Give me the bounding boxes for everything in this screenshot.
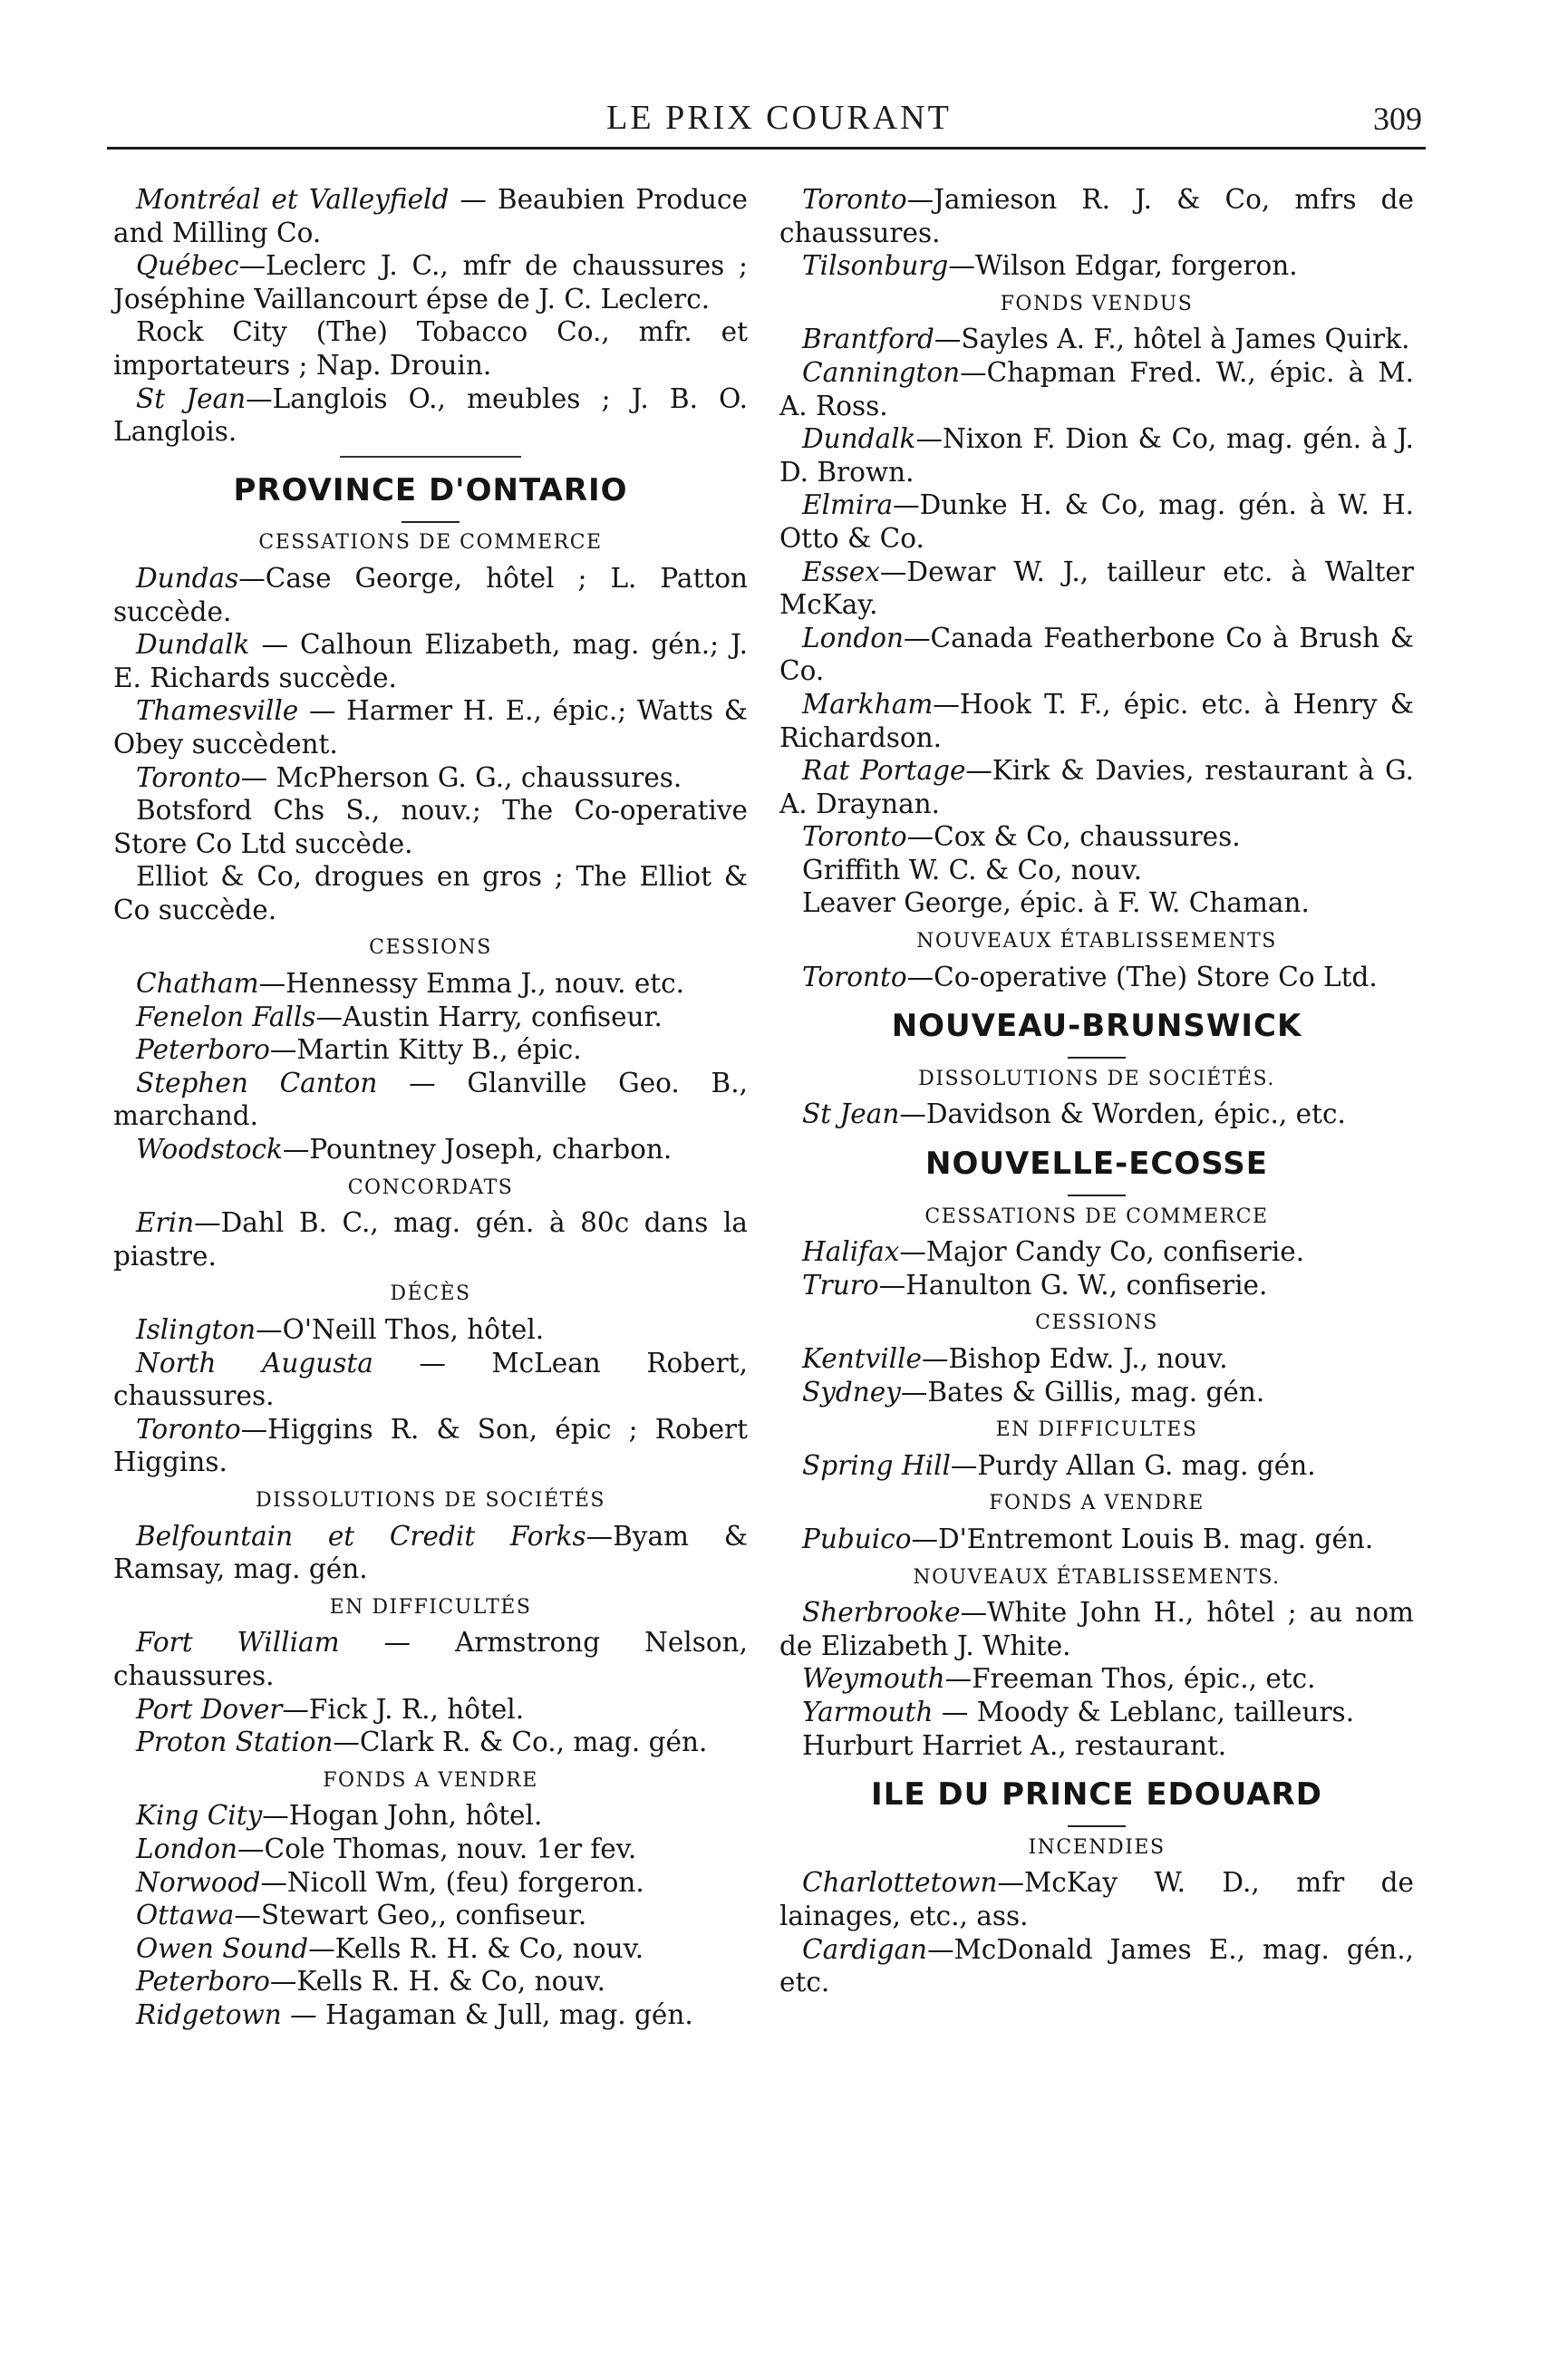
place-name: Truro [802, 1269, 879, 1301]
place-name: Toronto [802, 821, 907, 853]
place-name: Weymouth [802, 1663, 945, 1695]
entry-text: —Bishop Edw. J., nouv. [922, 1343, 1228, 1374]
entry-text: —McKay W. D., mfr de lainages, etc., ass. [779, 1867, 1414, 1931]
place-name: Toronto [136, 1413, 241, 1445]
listing-entry [779, 1596, 1414, 1662]
category-heading: FONDS A VENDRE [323, 1768, 538, 1792]
entry-text: — Beaubien Produce and Milling Co. [113, 184, 748, 248]
entry-text: —Case George, hôtel ; L. Patton succède. [113, 562, 748, 627]
listing-entry [779, 688, 1414, 754]
entry-text: —Purdy Allan G. mag. gén. [950, 1449, 1316, 1481]
entry-text: —Dewar W. J., tailleur etc. à Walter McKay. [779, 556, 1414, 621]
category-heading: CESSIONS [369, 936, 492, 960]
listing-entry [113, 1347, 748, 1413]
entry-text: — McLean Robert, chaussures. [113, 1347, 748, 1412]
place-name: Belfountain et Credit Forks [136, 1520, 586, 1552]
listing-entry [113, 1693, 748, 1727]
province-heading: PROVINCE D'ONTARIO [113, 474, 748, 508]
listing-entry [779, 556, 1414, 622]
entry-text: —Fick J. R., hôtel. [282, 1693, 525, 1725]
place-name: Fenelon Falls [136, 1001, 316, 1032]
entry-text: —D'Entremont Louis B. mag. gén. [911, 1523, 1374, 1554]
listing-entry [113, 1833, 748, 1866]
entry-text: —Dahl B. C., mag. gén. à 80c dans la piastre. [113, 1207, 748, 1272]
place-name: Elmira [802, 489, 894, 521]
listing-entry [113, 1001, 748, 1034]
category-heading: EN DIFFICULTES [995, 1418, 1198, 1442]
place-name: Chatham [136, 968, 259, 1000]
place-name: London [136, 1833, 237, 1864]
listing-entry [113, 794, 748, 860]
place-name: Peterboro [136, 1966, 270, 1998]
listing-entry [113, 1133, 748, 1166]
place-name: Essex [802, 556, 880, 587]
entry-text: —Dunke H. & Co, mag. gén. à W. H. Otto & Co. [779, 489, 1414, 554]
listing-entry [113, 1520, 748, 1586]
right-column [779, 183, 1414, 1999]
left-column [113, 183, 748, 2031]
listing-entry [113, 694, 748, 760]
page-header [0, 98, 1558, 143]
section-divider [340, 456, 521, 458]
listing-entry [779, 622, 1414, 688]
place-name: Ridgetown [136, 1998, 282, 2030]
place-name: Brantford [802, 324, 934, 355]
category-heading: CESSIONS [1035, 1311, 1158, 1335]
entry-text: Leaver George, épic. à F. W. Chaman. [802, 887, 1310, 919]
entry-text: —Higgins R. & Son, épic ; Robert Higgins. [113, 1413, 748, 1478]
listing-entry [113, 1866, 748, 1900]
category-heading: CONCORDATS [347, 1175, 514, 1199]
listing-entry [779, 356, 1414, 422]
category-heading: DÉCÈS [390, 1282, 471, 1306]
entry-text: —Nicoll Wm, (feu) forgeron. [260, 1866, 644, 1898]
category-heading: NOUVEAUX ÉTABLISSEMENTS. [913, 1565, 1281, 1589]
entry-text: — Calhoun Elizabeth, mag. gén.; J. E. Richards succède. [113, 629, 748, 693]
entry-text: —Wilson Edgar, forgeron. [948, 250, 1298, 282]
place-name: Norwood [136, 1866, 261, 1898]
listing-entry [113, 761, 748, 795]
place-name: Stephen Canton [136, 1067, 378, 1098]
entry-text: — Moody & Leblanc, tailleurs. [933, 1696, 1355, 1727]
listing-entry [779, 489, 1414, 555]
entry-text: —Cox & Co, chaussures. [906, 821, 1241, 853]
place-name: Cannington [802, 356, 961, 388]
entry-text: —Kells R. H. & Co, nouv. [308, 1932, 644, 1964]
place-name: Charlottetown [802, 1867, 998, 1899]
place-name: Fort William [136, 1627, 340, 1659]
entry-text: — Hagaman & Jull, mag. gén. [281, 1998, 693, 2030]
place-name: Dundas [136, 562, 239, 594]
category-heading: NOUVEAUX ÉTABLISSEMENTS [916, 930, 1277, 953]
listing-entry [779, 1729, 1414, 1763]
entry-text: —Kirk & Davies, restaurant à G. A. Draynan. [779, 755, 1414, 819]
category-heading: EN DIFFICULTÉS [329, 1595, 532, 1619]
place-name: Erin [136, 1207, 195, 1239]
place-name: Dundalk [802, 423, 916, 455]
entry-text: Botsford Chs S., nouv.; The Co-operative Store Co Ltd succède. [113, 795, 748, 859]
listing-entry [779, 1449, 1414, 1483]
listing-entry [779, 854, 1414, 887]
entry-text: Elliot & Co, drogues en gros ; The Elliot & Co succède. [113, 861, 748, 925]
listing-entry [113, 1965, 748, 1998]
place-name: Markham [802, 688, 934, 720]
place-name: North Augusta [136, 1347, 373, 1379]
entry-text: —Sayles A. F., hôtel à James Quirk. [934, 324, 1410, 355]
listing-entry [113, 1998, 748, 2032]
listing-entry [113, 1033, 748, 1067]
place-name: Islington [136, 1314, 256, 1345]
entry-text: —Jamieson R. J. & Co, mfrs de chaussures. [779, 184, 1414, 248]
entry-text: —Pountney Joseph, charbon. [282, 1134, 673, 1166]
listing-entry [113, 967, 748, 1001]
place-name: Cardigan [802, 1933, 928, 1965]
place-name: Sydney [802, 1376, 901, 1408]
place-name: Proton Station [136, 1727, 334, 1758]
entry-text: — Glanville Geo. B., marchand. [113, 1067, 748, 1132]
listing-entry [779, 1342, 1414, 1376]
listing-entry [113, 1899, 748, 1932]
place-name: Toronto [136, 761, 241, 793]
listing-entry [113, 315, 748, 382]
listing-entry [779, 422, 1414, 489]
province-heading: ILE DU PRINCE EDOUARD [779, 1778, 1414, 1812]
entry-text: —Canada Featherbone Co à Brush & Co. [779, 622, 1414, 687]
listing-entry [779, 1866, 1414, 1932]
place-name: London [802, 622, 904, 653]
category-heading: CESSATIONS DE COMMERCE [258, 531, 603, 555]
place-name: Port Dover [136, 1693, 283, 1725]
place-name: Kentville [802, 1343, 922, 1374]
listing-entry [113, 1067, 748, 1133]
listing-entry [113, 860, 748, 926]
entry-text: —Major Candy Co, confiserie. [899, 1236, 1305, 1268]
listing-entry [779, 183, 1414, 249]
listing-entry [113, 628, 748, 694]
category-heading: FONDS VENDUS [1000, 292, 1194, 315]
entry-text: —Byam & Ramsay, mag. gén. [113, 1520, 749, 1585]
place-name: Rat Portage [802, 755, 966, 787]
listing-entry [779, 1098, 1414, 1131]
entry-text: Griffith W. C. & Co, nouv. [802, 854, 1142, 885]
entry-text: —Freeman Thos, épic., etc. [944, 1663, 1316, 1695]
entry-text: —Clark R. & Co., mag. gén. [333, 1727, 708, 1758]
place-name: Ottawa [136, 1900, 235, 1931]
entry-text: —Hook T. F., épic. etc. à Henry & Richardson. [779, 688, 1414, 753]
entry-text: —White John H., hôtel ; au nom de Elizabeth J. White. [779, 1597, 1414, 1661]
entry-text: Rock City (The) Tobacco Co., mfr. et importateurs ; Nap. Drouin. [113, 316, 748, 381]
listing-entry [779, 886, 1414, 920]
category-heading: CESSATIONS DE COMMERCE [924, 1205, 1269, 1228]
entry-text: —Austin Harry, confiseur. [315, 1001, 663, 1032]
listing-entry [113, 382, 748, 449]
place-name: Yarmouth [802, 1696, 934, 1727]
listing-entry [779, 1269, 1414, 1302]
place-name: St Jean [136, 382, 247, 414]
listing-entry [113, 1313, 748, 1347]
entry-text: —Davidson & Worden, épic., etc. [899, 1098, 1346, 1130]
place-name: Dundalk [136, 629, 250, 661]
listing-entry [113, 1206, 748, 1272]
listing-entry [779, 754, 1414, 820]
entry-text: —Chapman Fred. W., épic. à M. A. Ross. [779, 356, 1414, 421]
listing-entry [779, 1662, 1414, 1696]
place-name: Woodstock [136, 1134, 283, 1166]
place-name: King City [136, 1800, 263, 1832]
listing-entry [779, 1933, 1414, 1999]
place-name: Owen Sound [136, 1932, 309, 1964]
entry-text: — Armstrong Nelson, chaussures. [113, 1627, 748, 1691]
listing-entry [779, 323, 1414, 356]
listing-entry [113, 562, 748, 628]
listing-entry [779, 1523, 1414, 1556]
listing-entry [113, 183, 748, 249]
listing-entry [113, 1726, 748, 1759]
entry-text: — Harmer H. E., épic.; Watts & Obey succèdent. [113, 695, 748, 759]
place-name: Toronto [802, 184, 907, 215]
entry-text: —McDonald James E., mag. gén., etc. [779, 1933, 1414, 1998]
entry-text: —Hennessy Emma J., nouv. etc. [258, 968, 685, 1000]
listing-entry [779, 1235, 1414, 1269]
entry-text: —Kells R. H. & Co, nouv. [269, 1966, 605, 1998]
page-number: 309 [1373, 101, 1422, 137]
province-heading: NOUVELLE-ECOSSE [779, 1147, 1414, 1181]
entry-text: —Hanulton G. W., confiserie. [878, 1269, 1268, 1301]
place-name: Thamesville [136, 695, 299, 727]
listing-entry [113, 1626, 748, 1692]
listing-entry [113, 1799, 748, 1833]
place-name: Québec [136, 250, 239, 282]
place-name: Spring Hill [802, 1449, 951, 1481]
listing-entry [113, 249, 748, 315]
category-heading: DISSOLUTIONS DE SOCIÉTÉS [256, 1488, 605, 1512]
entry-text: —Martin Kitty B., épic. [269, 1034, 582, 1066]
entry-text: —Stewart Geo,, confiseur. [234, 1900, 587, 1931]
listing-entry [779, 249, 1414, 283]
entry-text: —O'Neill Thos, hôtel. [256, 1314, 545, 1345]
place-name: Halifax [802, 1236, 900, 1268]
listing-entry [779, 961, 1414, 994]
entry-text: —Bates & Gillis, mag. gén. [900, 1376, 1265, 1408]
header-rule [107, 147, 1426, 150]
entry-text: —Langlois O., meubles ; J. B. O. Langlois. [113, 382, 748, 448]
entry-text: —Hogan John, hôtel. [262, 1800, 543, 1832]
category-heading: DISSOLUTIONS DE SOCIÉTÉS. [918, 1067, 1275, 1090]
place-name: Pubuico [802, 1523, 912, 1554]
entry-text: —Co-operative (The) Store Co Ltd. [906, 961, 1378, 992]
place-name: Montréal et Valleyfield [136, 184, 450, 215]
listing-entry [779, 1696, 1414, 1729]
place-name: Peterboro [136, 1034, 270, 1066]
listing-entry [113, 1413, 748, 1479]
entry-text: —Nixon F. Dion & Co, mag. gén. à J. D. Brown. [779, 423, 1414, 488]
entry-text: —Leclerc J. C., mfr de chaussures ; Joséphine Vaillancourt épse de J. C. Leclerc. [113, 250, 748, 314]
category-heading: INCENDIES [1028, 1835, 1166, 1859]
place-name: Tilsonburg [802, 250, 949, 282]
province-heading: NOUVEAU-BRUNSWICK [779, 1010, 1414, 1043]
entry-text: — McPherson G. G., chaussures. [240, 761, 682, 793]
listing-entry [779, 820, 1414, 854]
place-name: Toronto [802, 961, 907, 992]
entry-text: Hurburt Harriet A., restaurant. [802, 1729, 1227, 1761]
listing-entry [113, 1932, 748, 1966]
category-heading: FONDS A VENDRE [989, 1492, 1205, 1515]
place-name: St Jean [802, 1098, 900, 1130]
entry-text: —Cole Thomas, nouv. 1er fev. [237, 1833, 637, 1864]
running-title: LE PRIX COURANT [606, 99, 952, 137]
place-name: Sherbrooke [802, 1597, 961, 1629]
listing-entry [779, 1376, 1414, 1409]
